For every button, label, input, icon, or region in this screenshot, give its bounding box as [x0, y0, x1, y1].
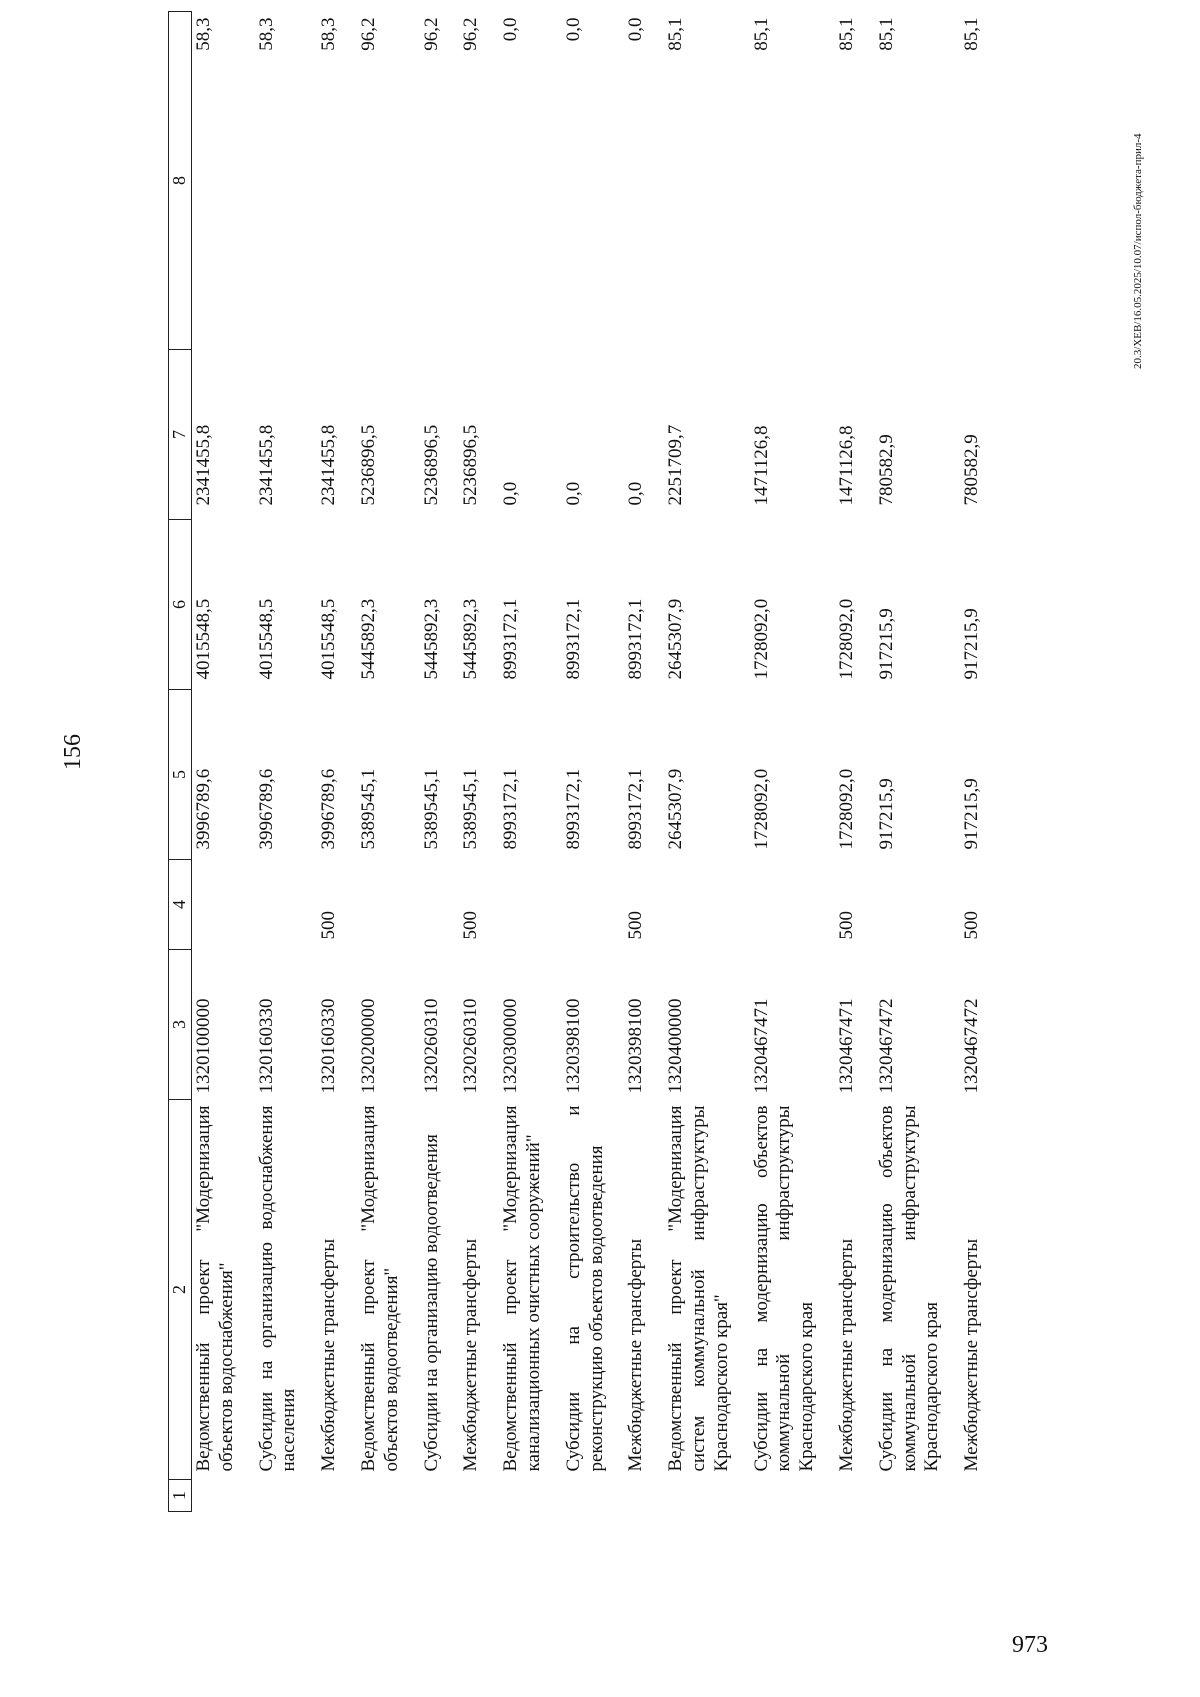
column-header: 8	[169, 12, 192, 350]
row-value-col6: 8993172,1	[562, 598, 584, 680]
row-expense-type	[560, 860, 623, 950]
row-number-cell	[622, 1480, 662, 1512]
row-value-col6: 1728092,0	[750, 598, 772, 680]
row-value-col6: 2645307,9	[665, 598, 687, 680]
row-expense-type: 500	[835, 911, 857, 940]
table-row	[418, 12, 458, 1512]
row-name: Межбюджетные трансферты	[625, 1238, 647, 1472]
row-value-col7: 5236896,5	[420, 424, 442, 506]
table-row	[457, 12, 497, 1512]
row-name: Ведомственный проект "Модернизация объектов водоснабжения"	[193, 1105, 237, 1472]
page-number: 156	[60, 734, 86, 770]
row-value-col7: 0,0	[562, 481, 584, 506]
table-row	[662, 12, 747, 1512]
document-reference: 20.3/ХЕВ/16.05.2025/10.07/испол-бюджета-прил-4	[1132, 133, 1144, 369]
table-row	[622, 12, 662, 1512]
row-name: Ведомственный проект "Модернизация объектов водоотведения"	[357, 1105, 402, 1472]
table-row	[253, 12, 316, 1512]
row-expense-type	[253, 860, 316, 950]
sheet-number: 973	[1012, 1632, 1048, 1658]
row-code: 1320260310	[420, 998, 442, 1094]
row-value-col6: 8993172,1	[500, 598, 522, 680]
row-name: Субсидии на организацию водоотведения	[420, 1134, 442, 1472]
row-value-col5: 8993172,1	[500, 768, 522, 850]
row-value-col7: 2341455,8	[318, 424, 340, 506]
row-value-col8: 0,0	[625, 17, 647, 42]
row-value-col8: 96,2	[357, 17, 379, 51]
row-value-col8: 58,3	[193, 17, 214, 51]
row-name: Межбюджетные трансферты	[835, 1238, 857, 1472]
row-expense-type	[192, 860, 253, 950]
row-value-col8: 58,3	[318, 17, 340, 51]
row-value-col8: 85,1	[835, 17, 857, 51]
row-number-cell	[873, 1480, 958, 1512]
row-value-col8: 85,1	[665, 17, 687, 51]
table-row	[497, 12, 560, 1512]
row-expense-type	[355, 860, 418, 950]
table-body	[192, 12, 998, 1512]
row-value-col6: 4015548,5	[193, 598, 214, 680]
row-number-cell	[355, 1480, 418, 1512]
row-number-cell	[748, 1480, 833, 1512]
row-value-col7: 1471126,8	[835, 425, 857, 506]
row-value-col8: 0,0	[500, 17, 522, 42]
row-code: 1320400000	[665, 998, 687, 1094]
row-value-col6: 5445892,3	[460, 598, 482, 680]
row-value-col7: 5236896,5	[357, 424, 379, 506]
table-row	[748, 12, 833, 1512]
row-expense-type	[662, 860, 747, 950]
table-row	[355, 12, 418, 1512]
row-value-col5: 2645307,9	[665, 768, 687, 850]
column-header: 7	[169, 350, 192, 520]
row-code: 1320160330	[318, 998, 340, 1094]
row-name: Межбюджетные трансферты	[460, 1238, 482, 1472]
row-value-col8: 96,2	[460, 17, 482, 51]
row-code: 1320100000	[193, 998, 214, 1094]
row-value-col8: 96,2	[420, 17, 442, 51]
row-value-col5: 3996789,6	[318, 768, 340, 850]
row-name: Субсидии на модернизацию объектов коммунальной инфраструктуры Краснодарского края	[875, 1105, 943, 1472]
column-header: 3	[169, 950, 192, 1100]
table-row	[958, 12, 998, 1512]
row-value-col6: 917215,9	[961, 608, 983, 680]
row-value-col5: 917215,9	[875, 778, 897, 850]
row-name: Субсидии на организацию водоснабжения населения	[255, 1105, 300, 1472]
column-header: 5	[169, 690, 192, 860]
table-row	[873, 12, 958, 1512]
row-code: 1320467471	[750, 998, 772, 1094]
row-value-col5: 5389545,1	[357, 768, 379, 850]
row-value-col8: 0,0	[562, 17, 584, 42]
column-header: 4	[169, 860, 192, 950]
row-value-col5: 8993172,1	[562, 768, 584, 850]
column-header: 6	[169, 520, 192, 690]
row-number-cell	[253, 1480, 316, 1512]
row-value-col5: 3996789,6	[255, 768, 277, 850]
row-code: 1320300000	[500, 998, 522, 1094]
row-name: Субсидии на строительство и реконструкцию объектов водоотведения	[562, 1105, 607, 1472]
row-code: 1320200000	[357, 998, 379, 1094]
table-row	[833, 12, 873, 1512]
row-value-col8: 85,1	[750, 17, 772, 51]
row-value-col5: 1728092,0	[835, 768, 857, 850]
row-code: 1320467472	[875, 998, 897, 1094]
row-number-cell	[192, 1480, 253, 1512]
row-value-col7: 2341455,8	[255, 424, 277, 506]
row-expense-type: 500	[318, 911, 340, 940]
row-code: 1320467472	[961, 998, 983, 1094]
row-code: 1320398100	[562, 998, 584, 1094]
row-value-col5: 3996789,6	[193, 768, 214, 850]
row-number-cell	[315, 1480, 355, 1512]
row-value-col7: 0,0	[500, 481, 522, 506]
row-value-col7: 780582,9	[961, 434, 983, 506]
row-number-cell	[833, 1480, 873, 1512]
row-code: 1320398100	[625, 998, 647, 1094]
row-value-col5: 8993172,1	[625, 768, 647, 850]
row-number-cell	[418, 1480, 458, 1512]
row-expense-type: 500	[460, 911, 482, 940]
row-code: 1320467471	[835, 998, 857, 1094]
row-value-col7: 2251709,7	[665, 424, 687, 506]
row-value-col5: 5389545,1	[460, 768, 482, 850]
row-value-col8: 85,1	[961, 17, 983, 51]
row-code: 1320260310	[460, 998, 482, 1094]
row-expense-type: 500	[961, 911, 983, 940]
row-value-col6: 4015548,5	[255, 598, 277, 680]
row-value-col6: 1728092,0	[835, 598, 857, 680]
row-value-col7: 0,0	[625, 481, 647, 506]
row-code: 1320160330	[255, 998, 277, 1094]
row-value-col5: 1728092,0	[750, 768, 772, 850]
row-value-col7: 2341455,8	[193, 424, 214, 506]
table-row	[192, 12, 253, 1512]
row-expense-type	[873, 860, 958, 950]
row-name: Ведомственный проект "Модернизация систем коммунальной инфраструктуры Краснодарского края"	[665, 1105, 732, 1472]
row-value-col6: 4015548,5	[318, 598, 340, 680]
row-value-col7: 1471126,8	[750, 425, 772, 506]
row-expense-type: 500	[625, 911, 647, 940]
row-name: Межбюджетные трансферты	[318, 1238, 340, 1472]
row-value-col5: 917215,9	[961, 778, 983, 850]
column-header: 2	[169, 1100, 192, 1480]
column-header: 1	[169, 1480, 192, 1512]
row-expense-type	[418, 860, 458, 950]
row-value-col8: 58,3	[255, 17, 277, 51]
row-expense-type	[497, 860, 560, 950]
row-number-cell	[958, 1480, 998, 1512]
row-number-cell	[457, 1480, 497, 1512]
budget-table	[168, 11, 998, 1512]
row-value-col8: 85,1	[875, 17, 897, 51]
row-value-col6: 5445892,3	[357, 598, 379, 680]
row-value-col6: 5445892,3	[420, 598, 442, 680]
row-expense-type	[748, 860, 833, 950]
row-name: Межбюджетные трансферты	[961, 1238, 983, 1472]
table-row	[315, 12, 355, 1512]
row-value-col5: 5389545,1	[420, 768, 442, 850]
row-value-col6: 917215,9	[875, 608, 897, 680]
row-name: Субсидии на модернизацию объектов коммунальной инфраструктуры Краснодарского края	[750, 1105, 818, 1472]
row-value-col6: 8993172,1	[625, 598, 647, 680]
row-number-cell	[662, 1480, 747, 1512]
row-number-cell	[560, 1480, 623, 1512]
header-row	[169, 12, 192, 1512]
row-name: Ведомственный проект "Модернизация канализационных очистных сооружений"	[500, 1105, 544, 1472]
row-value-col7: 5236896,5	[460, 424, 482, 506]
row-value-col7: 780582,9	[875, 434, 897, 506]
table-row	[560, 12, 623, 1512]
row-number-cell	[497, 1480, 560, 1512]
